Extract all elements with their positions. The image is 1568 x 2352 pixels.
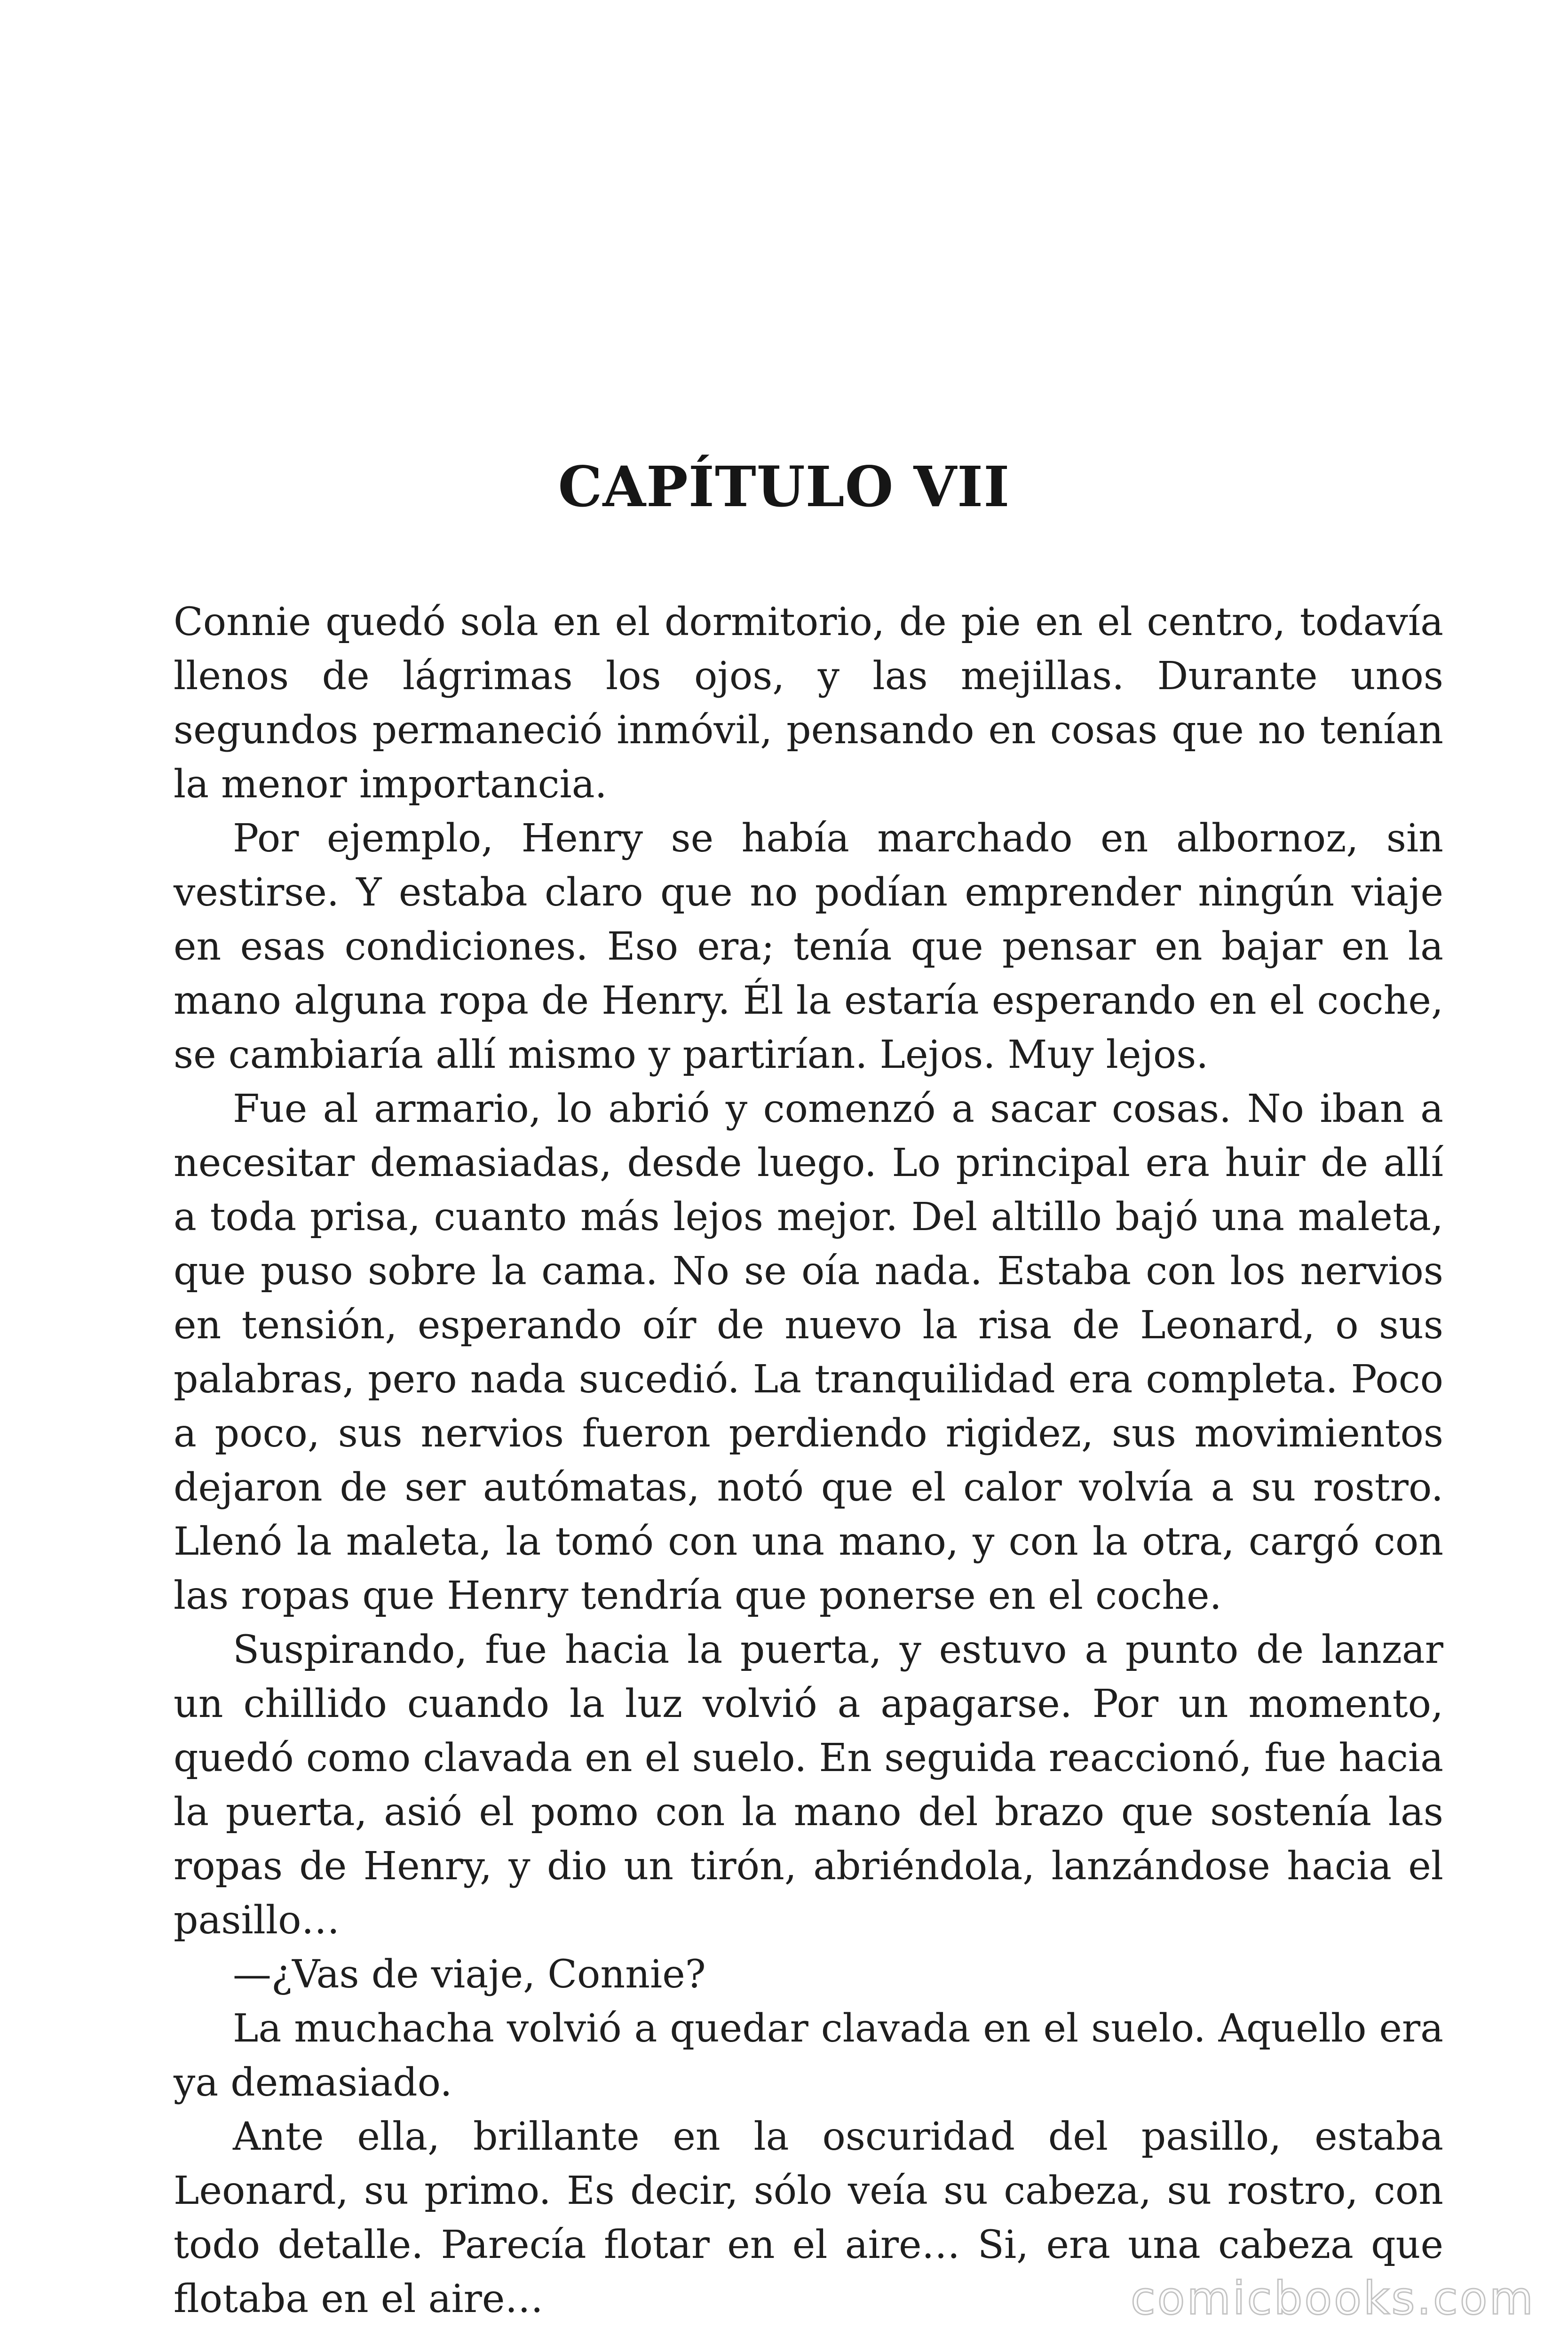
paragraph: Fue al armario, lo abrió y comenzó a sacar cosas. No iban a necesitar demasiadas, desde luego. Lo principal era huir de allí a toda prisa, cuanto más lejos mejor. Del altillo bajó una maleta, que puso sobre la cama. No se oía nada. Estaba con los nervios en tensión, esperando oír de nuevo la risa de Leonard, o sus palabras, pero nada sucedió. La tranquilidad era completa. Poco a poco, sus nervios fueron perdiendo rigidez, sus movimientos dejaron de ser autómatas, notó que el calor volvía a su rostro. Llenó la maleta, la tomó con una mano, y con la otra, cargó con las ropas que Henry tendría que ponerse en el coche. (174, 1087, 1443, 1618)
watermark: comicbooks.com (1130, 2272, 1535, 2325)
chapter-body (174, 595, 1443, 2326)
chapter-title: CAPÍTULO VII (558, 454, 1010, 519)
paragraph: Connie quedó sola en el dormitorio, de pie en el centro, todavía llenos de lágrimas los ojos, y las mejillas. Durante unos segundos permaneció inmóvil, pensando en cosas que no tenían la menor importancia. (174, 600, 1443, 807)
paragraph: La muchacha volvió a quedar clavada en el suelo. Aquello era ya demasiado. (174, 2006, 1443, 2105)
paragraph: Por ejemplo, Henry se había marchado en albornoz, sin vestirse. Y estaba claro que no podían emprender ningún viaje en esas condiciones. Eso era; tenía que pensar en bajar en la mano alguna ropa de Henry. Él la estaría esperando en el coche, se cambiaría allí mismo y partirían. Lejos. Muy lejos. (174, 816, 1443, 1077)
dialogue-line: —¿Vas de viaje, Connie? (233, 1952, 706, 1997)
paragraph: Ante ella, brillante en la oscuridad del pasillo, estaba Leonard, su primo. Es decir, sólo veía su cabeza, su rostro, con todo detalle. Parecía flotar en el aire… Si, era una cabeza que flotaba en el aire… (174, 2114, 1443, 2321)
paragraph: Suspirando, fue hacia la puerta, y estuvo a punto de lanzar un chillido cuando la luz volvió a apagarse. Por un momento, quedó como clavada en el suelo. En seguida reaccionó, fue hacia la puerta, asió el pomo con la mano del brazo que sostenía las ropas de Henry, y dio un tirón, abriéndola, lanzándose hacia el pasillo… (174, 1628, 1443, 1943)
